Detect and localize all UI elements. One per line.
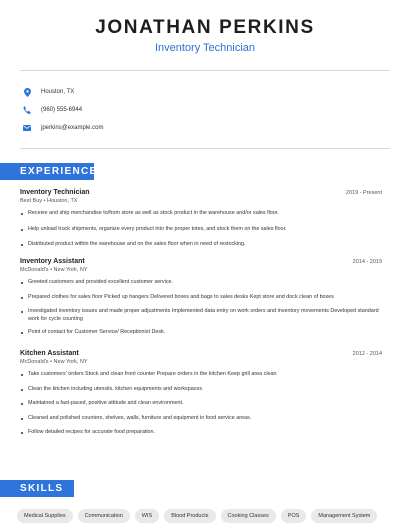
email-icon <box>22 123 32 133</box>
experience-heading: EXPERIENCE <box>0 163 94 180</box>
skill-chip: Blood Products <box>164 509 215 523</box>
job-entry <box>20 258 382 337</box>
skills-heading: SKILLS <box>0 480 74 497</box>
company-name: Best Buy <box>20 198 43 204</box>
company-location: New York, NY <box>53 267 88 273</box>
company-location: Houston, TX <box>47 198 78 204</box>
contact-divider <box>20 148 390 149</box>
list-item: Cleaned and polished counters, shelves, walls, furniture and equipment in food service areas. <box>20 415 382 423</box>
job-title: Kitchen Assistant <box>20 350 79 357</box>
skill-chip: Cooking Classes <box>221 509 276 523</box>
contact-email <box>22 119 103 137</box>
list-item: Greeted customers and provided excellent customer service. <box>20 279 382 287</box>
job-dates: 2014 - 2019 <box>352 259 382 265</box>
list-item: Follow detailed recipes for accurate food preparation. <box>20 429 382 437</box>
list-item: Take customers' orders Stock and clean front counter Prepare orders in the kitchen Keep grill area clean <box>20 371 382 379</box>
location-pin-icon <box>22 87 32 97</box>
phone-text: (960) 555-6944 <box>41 107 83 113</box>
contact-block <box>22 83 103 137</box>
header-divider <box>20 70 390 71</box>
job-employer: Best Buy • Houston, TX <box>20 198 78 204</box>
phone-icon <box>22 105 32 115</box>
job-bullets <box>20 210 382 249</box>
contact-phone <box>22 101 103 119</box>
list-item: Receive and ship merchandise to/from store as well as stock product in the warehouse and/or sales floor. <box>20 210 382 218</box>
list-item: Prepared clothes for sales floor Picked up hangers Delivered boxes and bags to sales desks Kept store and dock clean of boxes <box>20 294 382 302</box>
list-item: Clean the kitchen including utensils, kitchen equipments and workspaces <box>20 386 382 394</box>
candidate-title: Inventory Technician <box>154 42 256 54</box>
list-item: Point of contact for Customer Service/ Receptionist Desk. <box>20 329 382 337</box>
list-item: Help unload truck shipments, organize every product into the proper totes, and stock them on the sales floor. <box>20 226 382 234</box>
skill-chip: Medical Supplies <box>17 509 73 523</box>
skill-chip: POS <box>281 509 307 523</box>
job-title: Inventory Technician <box>20 189 90 196</box>
skill-chip: WIS <box>135 509 159 523</box>
job-dates: 2019 - Present <box>345 190 382 196</box>
skill-chip: Management System <box>311 509 377 523</box>
list-item: Distributed product within the warehouse and on the sales floor when in need of restocking. <box>20 241 382 249</box>
email-text[interactable]: jperkins@example.com <box>41 125 104 131</box>
candidate-name: JONATHAN PERKINS <box>95 17 315 38</box>
company-name: McDonald's <box>20 267 49 273</box>
company-location: New York, NY <box>53 359 88 365</box>
contact-location <box>22 83 103 101</box>
resume-header <box>0 0 410 55</box>
job-entry <box>20 350 382 437</box>
job-bullets <box>20 371 382 437</box>
job-employer: McDonald's • New York, NY <box>20 359 88 365</box>
job-employer: McDonald's • New York, NY <box>20 267 88 273</box>
list-item: Investigated inventory issues and made proper adjustments Implemented data entry on work orders and inventory movements Developed standard work for cycle counting <box>20 308 382 323</box>
job-title: Inventory Assistant <box>20 258 85 265</box>
list-item: Maintained a fast-paced, positive attitude and clean environment. <box>20 400 382 408</box>
company-name: McDonald's <box>20 359 49 365</box>
job-entry <box>20 189 382 249</box>
skills-list <box>17 509 397 523</box>
job-dates: 2012 - 2014 <box>352 351 382 357</box>
skill-chip: Communication <box>78 509 130 523</box>
location-text: Houston, TX <box>41 89 75 95</box>
job-bullets <box>20 279 382 337</box>
